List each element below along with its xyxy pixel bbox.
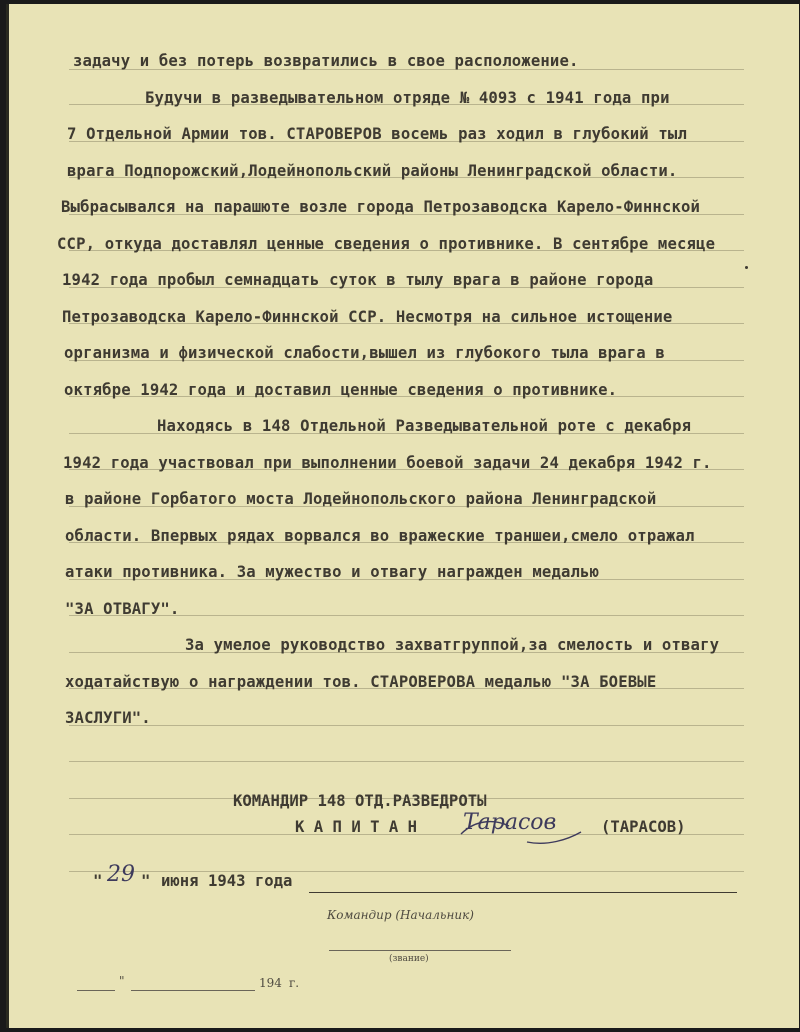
text-line: задачу и без потерь возвратились в свое расположение. <box>73 52 579 70</box>
commander-title: КОМАНДИР 148 ОТД.РАЗВЕДРОТЫ <box>233 792 487 810</box>
text-line: ЗАСЛУГИ". <box>65 709 151 727</box>
text-line: 1942 года участвовал при выполнении боевой задачи 24 декабря 1942 г. <box>63 454 712 472</box>
text-line: атаки противника. За мужество и отвагу награжден медалью <box>65 563 600 581</box>
ruled-line <box>69 761 744 762</box>
signer-name: (ТАРАСОВ) <box>601 818 686 836</box>
date-day: 29 <box>107 862 135 887</box>
date-template-month-line <box>131 990 255 991</box>
text-line: ССР, откуда доставлял ценные сведения о противнике. В сентябре месяце <box>57 235 716 253</box>
date-month-year: июня 1943 года <box>161 872 293 890</box>
text-line: врага Подпорожский,Лодейнопольский районы Ленинградской области. <box>67 162 678 180</box>
text-line: За умелое руководство захватгруппой,за смелость и отвагу <box>185 636 720 654</box>
ink-dot <box>745 266 748 269</box>
text-line: "ЗА ОТВАГУ". <box>65 600 180 618</box>
date-underline <box>309 892 737 893</box>
text-line: Находясь в 148 Отдельной Разведывательной роте с декабря <box>157 417 692 435</box>
text-line: Петрозаводска Карело-Финнской ССР. Несмотря на сильное истощение <box>62 308 673 326</box>
text-line: области. Впервых рядах ворвался во вражеские траншеи,смело отражал <box>65 527 695 545</box>
text-line: организма и физической слабости,вышел из глубокого тыла врага в <box>64 344 665 362</box>
document-sheet <box>6 4 799 1028</box>
text-line: ходатайствую о награждении тов. СТАРОВЕРОВА медалью "ЗА БОЕВЫЕ <box>65 673 657 691</box>
date-template-day-line <box>77 990 115 991</box>
date-open-quote: " <box>93 872 103 890</box>
handwritten-signature: Тарасов <box>463 810 557 835</box>
date-close-quote: " <box>141 872 151 890</box>
date-template-year: 194 <box>259 976 282 990</box>
signature-flourish <box>457 812 587 852</box>
commander-label: Командир (Начальник) <box>327 908 474 922</box>
text-line: октябре 1942 года и доставил ценные сведения о противнике. <box>64 381 618 399</box>
rank-underline <box>329 950 511 951</box>
date-template-g: г. <box>289 976 300 990</box>
rank-label: К А П И Т А Н <box>295 818 418 836</box>
rank-caption: (звание) <box>389 954 429 964</box>
text-line: 1942 года пробыл семнадцать суток в тылу врага в районе города <box>62 271 654 289</box>
text-line: Будучи в разведывательном отряде № 4093 с 1941 года при <box>145 89 670 107</box>
text-line: Выбрасывался на парашюте возле города Петрозаводска Карело-Финнской <box>61 198 701 216</box>
text-line: в районе Горбатого моста Лодейнопольского района Ленинградской <box>65 490 657 508</box>
date-template-quote: " <box>119 974 125 988</box>
text-line: 7 Отдельной Армии тов. СТАРОВЕРОВ восемь раз ходил в глубокий тыл <box>67 125 687 143</box>
